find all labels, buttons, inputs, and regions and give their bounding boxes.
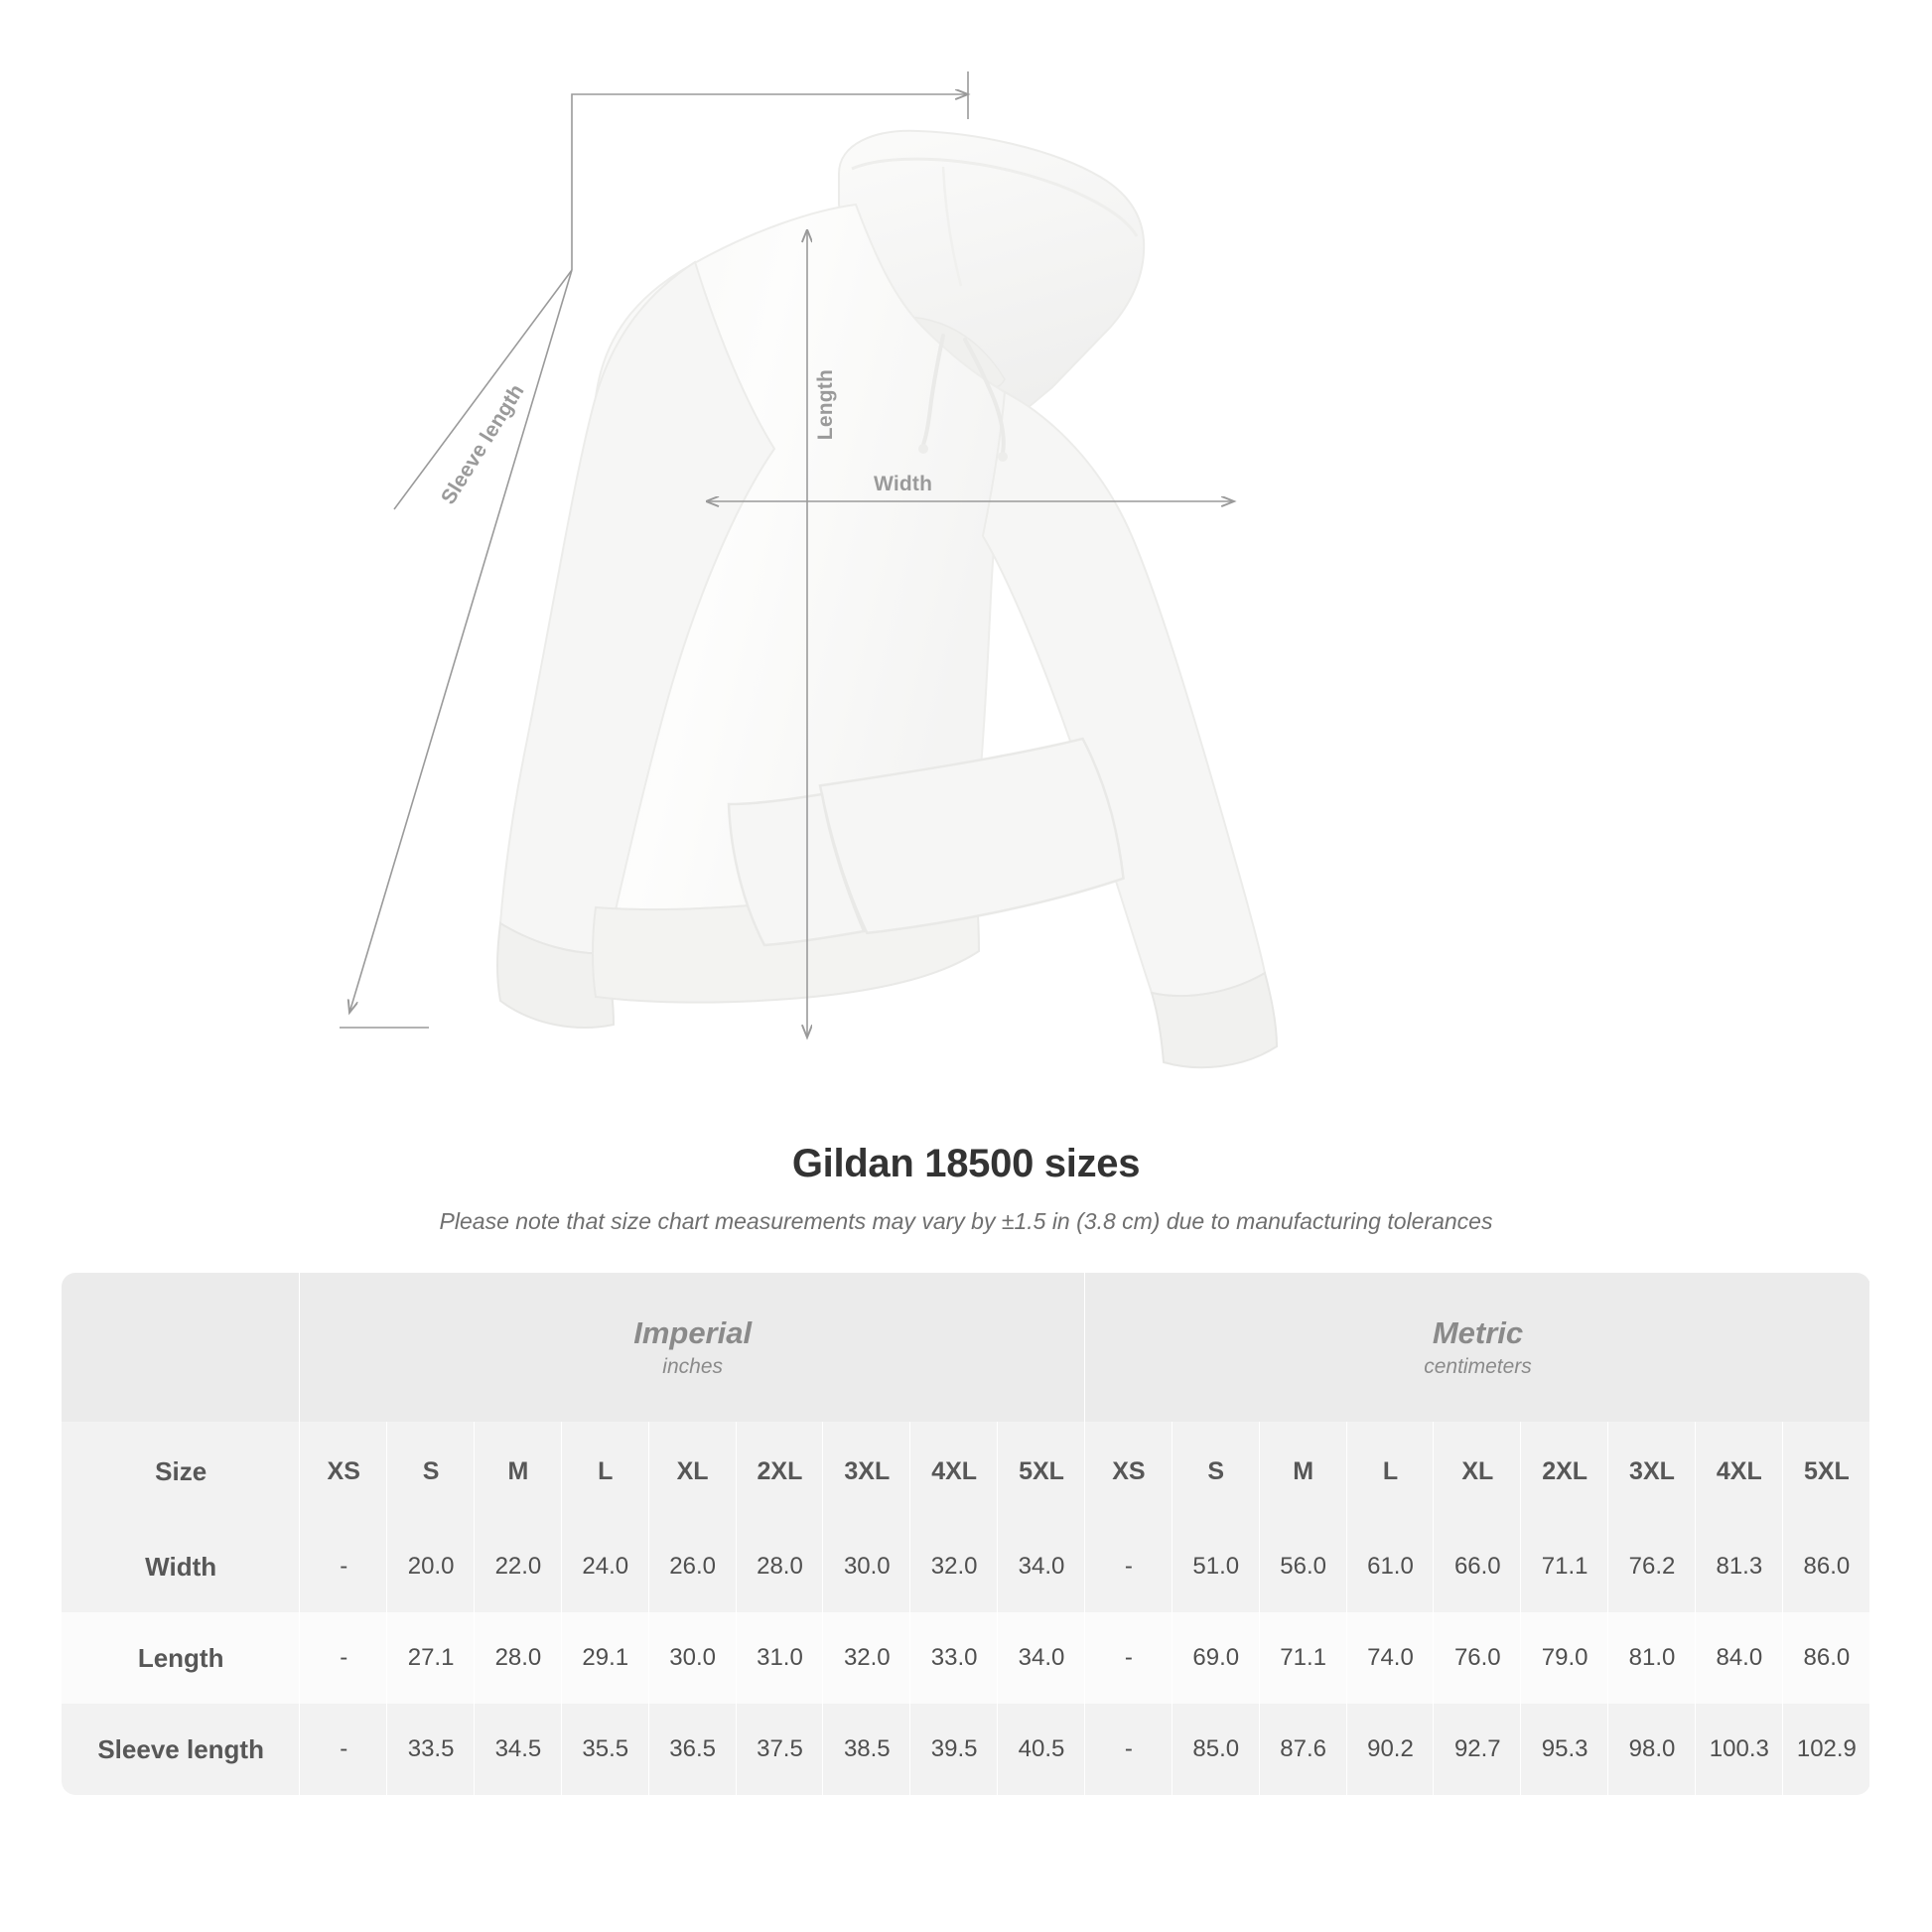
cell-width-imperial-5xl: 34.0 (998, 1521, 1085, 1612)
cell-sleeve-metric-xs: - (1085, 1704, 1173, 1795)
cell-sleeve-imperial-4xl: 39.5 (910, 1704, 998, 1795)
header-metric-s: S (1173, 1422, 1260, 1521)
header-imperial-m: M (475, 1422, 562, 1521)
unit-metric-name: Metric (1432, 1315, 1524, 1351)
cell-length-metric-2xl: 79.0 (1521, 1612, 1608, 1704)
cell-width-metric-3xl: 76.2 (1608, 1521, 1696, 1612)
header-metric-3xl: 3XL (1608, 1422, 1696, 1521)
cell-length-metric-m: 71.1 (1260, 1612, 1347, 1704)
cell-sleeve-metric-2xl: 95.3 (1521, 1704, 1608, 1795)
header-size: Size (62, 1422, 300, 1521)
cell-length-metric-xs: - (1085, 1612, 1173, 1704)
cell-length-imperial-4xl: 33.0 (910, 1612, 998, 1704)
cell-length-metric-l: 74.0 (1347, 1612, 1435, 1704)
cell-length-metric-4xl: 84.0 (1696, 1612, 1783, 1704)
row-label-width: Width (62, 1521, 300, 1612)
unit-metric-sub: centimeters (1424, 1354, 1532, 1378)
cell-sleeve-metric-s: 85.0 (1173, 1704, 1260, 1795)
header-imperial-s: S (387, 1422, 475, 1521)
cell-sleeve-imperial-5xl: 40.5 (998, 1704, 1085, 1795)
cell-length-imperial-s: 27.1 (387, 1612, 475, 1704)
cell-width-metric-xs: - (1085, 1521, 1173, 1612)
cell-width-metric-m: 56.0 (1260, 1521, 1347, 1612)
cell-width-imperial-4xl: 32.0 (910, 1521, 998, 1612)
header-imperial-4xl: 4XL (910, 1422, 998, 1521)
cell-length-imperial-m: 28.0 (475, 1612, 562, 1704)
cell-width-metric-2xl: 71.1 (1521, 1521, 1608, 1612)
cell-length-metric-5xl: 86.0 (1783, 1612, 1870, 1704)
header-imperial-2xl: 2XL (737, 1422, 824, 1521)
size-table (62, 1273, 1870, 1795)
row-label-sleeve-length: Sleeve length (62, 1704, 300, 1795)
sleeve-length-label: Sleeve length (437, 379, 529, 509)
header-imperial-xs: XS (300, 1422, 387, 1521)
cell-length-metric-s: 69.0 (1173, 1612, 1260, 1704)
header-imperial-3xl: 3XL (823, 1422, 910, 1521)
cell-length-metric-3xl: 81.0 (1608, 1612, 1696, 1704)
cell-width-imperial-s: 20.0 (387, 1521, 475, 1612)
cell-sleeve-metric-xl: 92.7 (1434, 1704, 1521, 1795)
cell-sleeve-imperial-m: 34.5 (475, 1704, 562, 1795)
page-title: Gildan 18500 sizes (791, 1142, 1141, 1185)
header-metric-xl: XL (1434, 1422, 1521, 1521)
cell-width-imperial-xs: - (300, 1521, 387, 1612)
unit-spacer (62, 1273, 300, 1422)
cell-length-imperial-5xl: 34.0 (998, 1612, 1085, 1704)
header-imperial-5xl: 5XL (998, 1422, 1085, 1521)
cell-sleeve-imperial-xs: - (300, 1704, 387, 1795)
cell-length-metric-xl: 76.0 (1434, 1612, 1521, 1704)
unit-imperial-sub: inches (662, 1354, 723, 1378)
cell-length-imperial-3xl: 32.0 (823, 1612, 910, 1704)
header-imperial-l: L (562, 1422, 649, 1521)
size-table-wrapper (62, 1273, 1870, 1795)
unit-imperial-name: Imperial (633, 1315, 753, 1351)
row-label-length: Length (62, 1612, 300, 1704)
cell-sleeve-imperial-2xl: 37.5 (737, 1704, 824, 1795)
cell-sleeve-imperial-l: 35.5 (562, 1704, 649, 1795)
cell-width-metric-xl: 66.0 (1434, 1521, 1521, 1612)
header-metric-2xl: 2XL (1521, 1422, 1608, 1521)
unit-imperial (300, 1273, 1085, 1422)
cell-sleeve-metric-3xl: 98.0 (1608, 1704, 1696, 1795)
header-metric-xs: XS (1085, 1422, 1173, 1521)
cell-width-metric-s: 51.0 (1173, 1521, 1260, 1612)
cell-sleeve-metric-4xl: 100.3 (1696, 1704, 1783, 1795)
cell-sleeve-metric-m: 87.6 (1260, 1704, 1347, 1795)
cell-width-metric-5xl: 86.0 (1783, 1521, 1870, 1612)
header-metric-m: M (1260, 1422, 1347, 1521)
cell-width-imperial-l: 24.0 (562, 1521, 649, 1612)
title-block (0, 1142, 1932, 1235)
cell-width-imperial-3xl: 30.0 (823, 1521, 910, 1612)
cell-length-imperial-l: 29.1 (562, 1612, 649, 1704)
cell-width-metric-4xl: 81.3 (1696, 1521, 1783, 1612)
table-row (62, 1612, 1870, 1704)
cell-length-imperial-2xl: 31.0 (737, 1612, 824, 1704)
table-row (62, 1521, 1870, 1612)
table-row (62, 1704, 1870, 1795)
width-label: Width (874, 473, 933, 495)
cell-length-imperial-xl: 30.0 (649, 1612, 737, 1704)
cell-width-imperial-xl: 26.0 (649, 1521, 737, 1612)
cell-sleeve-metric-l: 90.2 (1347, 1704, 1435, 1795)
size-header-row (62, 1422, 1870, 1521)
hoodie-shape (497, 131, 1277, 1067)
cell-length-imperial-xs: - (300, 1612, 387, 1704)
cell-sleeve-imperial-3xl: 38.5 (823, 1704, 910, 1795)
header-metric-5xl: 5XL (1783, 1422, 1870, 1521)
cell-width-imperial-2xl: 28.0 (737, 1521, 824, 1612)
unit-header-row (62, 1273, 1870, 1422)
tolerance-note: Please note that size chart measurements may vary by ±1.5 in (3.8 cm) due to manufacturing tolerances (439, 1208, 1493, 1234)
header-metric-l: L (1347, 1422, 1435, 1521)
header-metric-4xl: 4XL (1696, 1422, 1783, 1521)
cell-sleeve-imperial-xl: 36.5 (649, 1704, 737, 1795)
cell-width-imperial-m: 22.0 (475, 1521, 562, 1612)
length-label: Length (814, 369, 837, 441)
cell-width-metric-l: 61.0 (1347, 1521, 1435, 1612)
cell-sleeve-imperial-s: 33.5 (387, 1704, 475, 1795)
unit-metric (1085, 1273, 1870, 1422)
header-imperial-xl: XL (649, 1422, 737, 1521)
cell-sleeve-metric-5xl: 102.9 (1783, 1704, 1870, 1795)
